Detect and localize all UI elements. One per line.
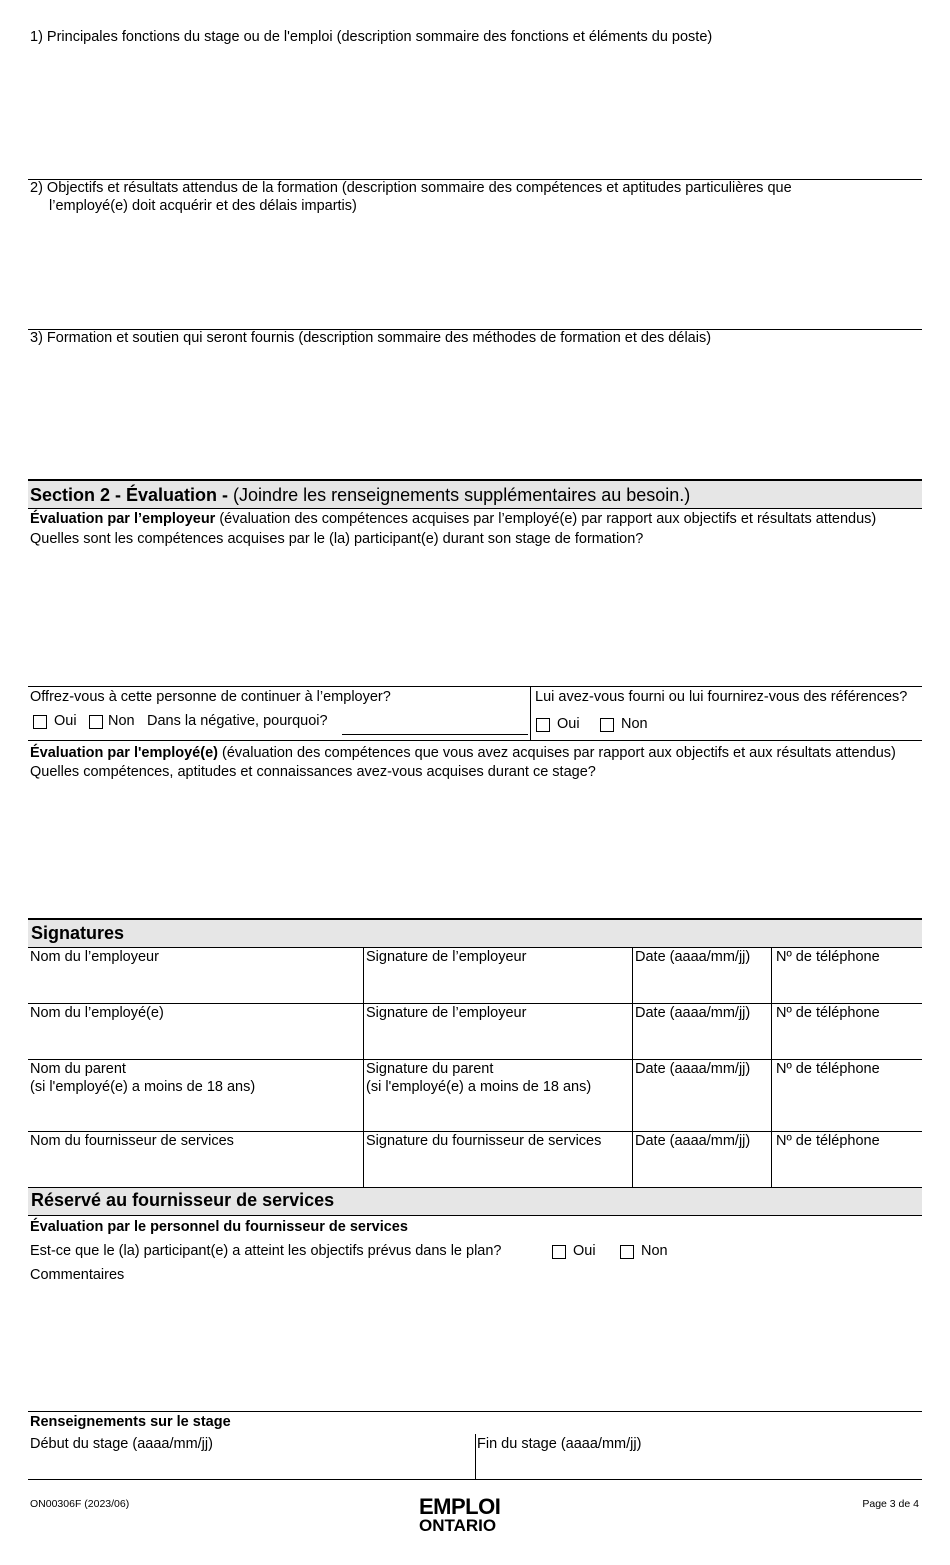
provider-phone-label: Nº de téléphone [776, 1133, 880, 1149]
employer-name-field[interactable] [28, 947, 363, 1003]
objectives-question: Est-ce que le (la) participant(e) a atteint les objectifs prévus dans le plan? [30, 1243, 502, 1259]
parent-name-field[interactable] [28, 1059, 363, 1131]
provider-date-label: Date (aaaa/mm/jj) [635, 1133, 751, 1149]
provider-header [28, 1188, 922, 1215]
employer-date-field[interactable] [633, 947, 771, 1003]
question-2-field[interactable] [28, 218, 922, 326]
employee-eval-desc: (évaluation des compétences que vous avez acquises par rapport aux objectifs et aux résultats attendus) [217, 745, 896, 761]
employer-phone-label: Nº de téléphone [776, 949, 880, 965]
parent-date-label: Date (aaaa/mm/jj) [635, 1061, 751, 1077]
employer-phone-field[interactable] [772, 947, 922, 1003]
employer-signature-label: Signature de l’employeur [366, 949, 527, 965]
parent-signature-field[interactable] [364, 1059, 632, 1131]
comments-label: Commentaires [30, 1267, 125, 1283]
employee-name-field[interactable] [28, 1003, 363, 1059]
employee-signature-label: Signature de l’employeur [366, 1005, 527, 1021]
divider [28, 508, 922, 509]
references-no-checkbox[interactable] [600, 718, 614, 732]
section-2-header [28, 481, 922, 508]
employer-date-label: Date (aaaa/mm/jj) [635, 949, 751, 965]
if-no-label: Dans la négative, pourquoi? [147, 713, 328, 729]
employee-signature-field[interactable] [364, 1003, 632, 1059]
parent-phone-field[interactable] [772, 1059, 922, 1131]
provider-signature-label: Signature du fournisseur de services [366, 1133, 602, 1149]
employee-phone-label: Nº de téléphone [776, 1005, 880, 1021]
parent-signature-note: (si l'employé(e) a moins de 18 ans) [366, 1079, 592, 1095]
objectives-yes-label: Oui [573, 1243, 596, 1259]
references-yes-label: Oui [557, 716, 580, 732]
signatures-title: Signatures [31, 923, 125, 943]
section-2-subtitle: (Joindre les renseignements supplémentaires au besoin.) [233, 485, 691, 505]
divider [28, 1215, 922, 1216]
parent-signature-label: Signature du parent [366, 1061, 494, 1077]
logo-line-1: EMPLOI [419, 1494, 501, 1519]
provider-date-field[interactable] [633, 1131, 771, 1187]
employee-phone-field[interactable] [772, 1003, 922, 1059]
employee-question: Quelles compétences, aptitudes et connaissances avez-vous acquises durant ce stage? [30, 764, 596, 780]
references-question: Lui avez-vous fourni ou lui fournirez-vous des références? [535, 689, 908, 705]
question-3-field[interactable] [28, 350, 922, 475]
provider-name-label: Nom du fournisseur de services [30, 1133, 234, 1149]
employee-name-label: Nom du l’employé(e) [30, 1005, 164, 1021]
question-2-label: 2) Objectifs et résultats attendus de la formation (description sommaire des compétences et aptitudes particulières que [30, 180, 792, 196]
continue-yes-label: Oui [54, 713, 77, 729]
employer-name-label: Nom du l’employeur [30, 949, 159, 965]
comments-field[interactable] [28, 1288, 922, 1408]
parent-name-label: Nom du parent [30, 1061, 126, 1077]
continue-no-checkbox[interactable] [89, 715, 103, 729]
employee-date-label: Date (aaaa/mm/jj) [635, 1005, 751, 1021]
divider [28, 740, 922, 741]
emploi-ontario-logo [419, 1494, 511, 1535]
question-1-field[interactable] [28, 50, 922, 176]
employer-question: Quelles sont les compétences acquises par le (la) participant(e) durant son stage de formation? [30, 531, 644, 547]
objectives-no-label: Non [641, 1243, 668, 1259]
references-yes-checkbox[interactable] [536, 718, 550, 732]
parent-name-note: (si l'employé(e) a moins de 18 ans) [30, 1079, 256, 1095]
question-3-label: 3) Formation et soutien qui seront fournis (description sommaire des méthodes de formation et des délais) [30, 330, 712, 346]
section-2-title: Section 2 - Évaluation - [30, 485, 234, 505]
continue-yes-checkbox[interactable] [33, 715, 47, 729]
page-number: Page 3 de 4 [862, 1498, 919, 1510]
provider-name-field[interactable] [28, 1131, 363, 1187]
employer-signature-field[interactable] [364, 947, 632, 1003]
divider [28, 1479, 922, 1480]
form-id: ON00306F (2023/06) [30, 1498, 130, 1510]
objectives-no-checkbox[interactable] [620, 1245, 634, 1259]
employer-eval-field[interactable] [28, 552, 922, 682]
logo-line-2: ONTARIO [419, 1516, 497, 1535]
question-2-label-cont: l’employé(e) doit acquérir et des délais impartis) [49, 198, 357, 214]
parent-date-field[interactable] [633, 1059, 771, 1131]
employee-eval-field[interactable] [28, 785, 922, 915]
internship-end-field[interactable] [476, 1434, 922, 1479]
provider-phone-field[interactable] [772, 1131, 922, 1187]
if-no-reason-input[interactable] [342, 712, 528, 733]
employee-date-field[interactable] [633, 1003, 771, 1059]
question-1-label: 1) Principales fonctions du stage ou de l'emploi (description sommaire des fonctions et éléments du poste) [30, 29, 713, 45]
divider [28, 1411, 922, 1412]
provider-eval-title: Évaluation par le personnel du fournisseur de services [30, 1219, 408, 1235]
employer-eval-desc: (évaluation des compétences acquises par l’employé(e) par rapport aux objectifs et résultats attendus) [215, 511, 877, 527]
references-no-label: Non [621, 716, 648, 732]
employer-eval-title: Évaluation par l’employeur [30, 511, 216, 527]
objectives-yes-checkbox[interactable] [552, 1245, 566, 1259]
continue-no-label: Non [108, 713, 135, 729]
provider-title: Réservé au fournisseur de services [31, 1190, 335, 1210]
parent-phone-label: Nº de téléphone [776, 1061, 880, 1077]
internship-title: Renseignements sur le stage [30, 1414, 231, 1430]
employee-eval-title: Évaluation par l'employé(e) [30, 745, 218, 761]
reason-underline [342, 734, 528, 735]
signatures-header [28, 920, 922, 947]
continue-question: Offrez-vous à cette personne de continuer à l’employer? [30, 689, 391, 705]
internship-end-label: Fin du stage (aaaa/mm/jj) [477, 1436, 642, 1452]
provider-signature-field[interactable] [364, 1131, 632, 1187]
divider [530, 686, 531, 740]
internship-start-field[interactable] [28, 1434, 475, 1479]
divider [28, 686, 922, 687]
internship-start-label: Début du stage (aaaa/mm/jj) [30, 1436, 213, 1452]
